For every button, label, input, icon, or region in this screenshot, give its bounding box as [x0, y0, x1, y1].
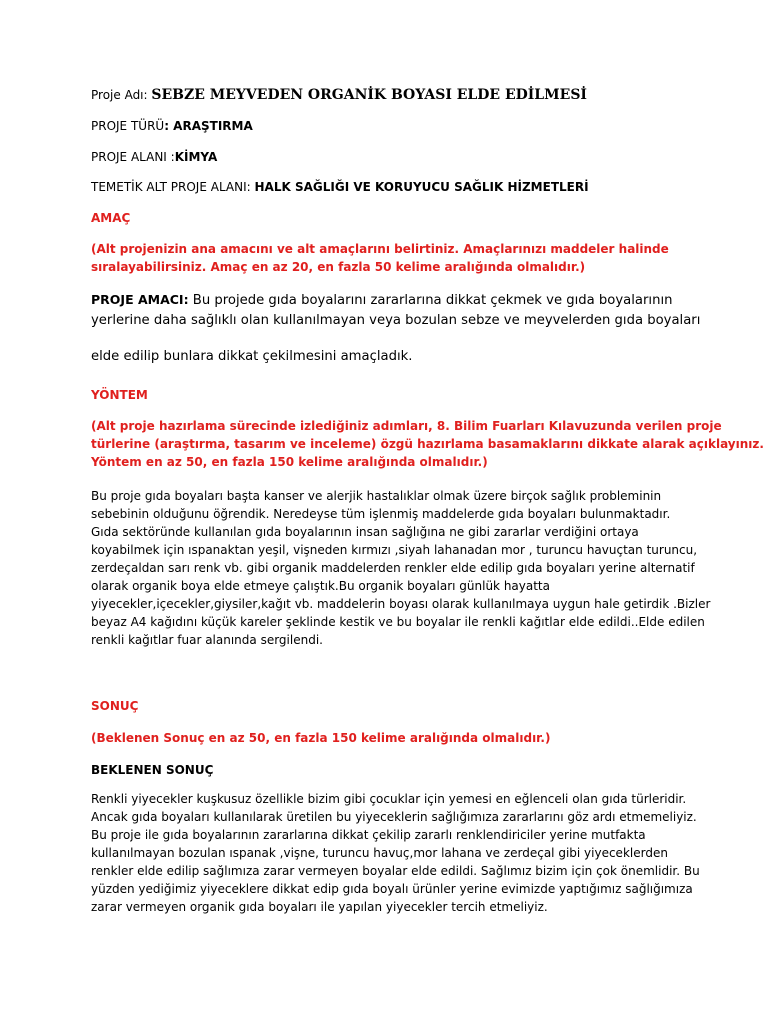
amac-instruction-line: sıralayabilirsiniz. Amaç en az 20, en fazla 50 kelime aralığında olmalıdır.): [91, 260, 586, 274]
project-area-value: KİMYA: [174, 150, 218, 164]
yontem-instruction-line: türlerine (araştırma, tasarım ve inceleme) özgü hazırlama basamaklarını dikkate alarak açıklayınız.: [91, 437, 764, 451]
yontem-body-line: zerdeçaldan sarı renk vb. gibi organik maddelerden renkler elde edilip gıda boyaları yerine alternatif: [91, 561, 695, 575]
yontem-body: [91, 487, 710, 649]
sonuc-body-line: zarar vermeyen organik gıda boyaları ile yapılan yiyecekler tercih etmeliyiz.: [91, 900, 548, 914]
sonuc-heading: SONUÇ: [91, 699, 139, 713]
project-type-label: PROJE TÜRÜ: [91, 119, 165, 133]
yontem-heading: YÖNTEM: [91, 388, 148, 402]
purpose-line: [91, 290, 700, 311]
sonuc-body-line: Renkli yiyecekler kuşkusuz özellikle bizim gibi çocuklar için yemesi en eğlenceli olan gıda türleridir.: [91, 792, 687, 806]
project-area-line: [91, 148, 217, 166]
sonuc-body-line: renkler elde edilip sağlımıza zarar vermeyen boyalar elde edildi. Sağlımız bizim için çok önemlidir. Bu: [91, 864, 700, 878]
amac-heading: AMAÇ: [91, 211, 131, 225]
project-name-value: SEBZE MEYVEDEN ORGANİK BOYASI ELDE EDİLMESİ: [151, 87, 587, 103]
yontem-instruction: [91, 417, 764, 471]
purpose-tail: [91, 347, 412, 367]
expected-result-heading: BEKLENEN SONUÇ: [91, 763, 214, 777]
project-name-label: Proje Adı:: [91, 88, 152, 102]
sonuc-body: [91, 790, 700, 916]
project-area-label: PROJE ALANI :: [91, 150, 175, 164]
sonuc-body-line: Ancak gıda boyaları kullanılarak üretilen bu yiyeceklerin sağlığımıza zararlarını göz ardı etmemeliyiz.: [91, 810, 697, 824]
sonuc-body-line: yüzden yediğimiz yiyeceklere dikkat edip gıda boyalı ürünler yerine evimizde yaptığımız sağlığımıza: [91, 882, 693, 896]
project-type-line: [91, 117, 253, 135]
purpose-line: yerlerine daha sağlıklı olan kullanılmayan veya bozulan sebze ve meyvelerden gıda boyaları: [91, 313, 701, 328]
purpose-label: PROJE AMACI:: [91, 292, 189, 307]
yontem-body-line: Bu proje gıda boyaları başta kanser ve alerjik hastalıklar olmak üzere birçok sağlık probleminin: [91, 489, 662, 503]
yontem-body-line: yiyecekler,içecekler,giysiler,kağıt vb. maddelerin boyası olarak kullanılmaya uygun hale getirdik .Bizler: [91, 597, 711, 611]
yontem-instruction-line: (Alt proje hazırlama sürecinde izlediğiniz adımları, 8. Bilim Fuarları Kılavuzunda verilen proje: [91, 419, 722, 433]
sub-area-line: [91, 178, 589, 196]
sonuc-instruction: (Beklenen Sonuç en az 50, en fazla 150 kelime aralığında olmalıdır.): [91, 731, 551, 745]
purpose-text: Bu projede gıda boyalarını zararlarına dikkat çekmek ve gıda boyalarının: [188, 293, 673, 308]
project-type-value: : ARAŞTIRMA: [164, 119, 253, 133]
yontem-instruction-line: Yöntem en az 50, en fazla 150 kelime aralığında olmalıdır.): [91, 455, 488, 469]
yontem-body-line: beyaz A4 kağıdını küçük kareler şeklinde kestik ve bu boyalar ile renkli kağıtlar elde edildi..Elde edilen: [91, 615, 705, 629]
purpose-line: elde edilip bunlara dikkat çekilmesini amaçladık.: [91, 349, 413, 364]
yontem-body-line: koyabilmek için ıspanaktan yeşil, vişneden kırmızı ,siyah lahanadan mor , turuncu havuçtan turuncu,: [91, 543, 698, 557]
project-purpose: [91, 290, 700, 331]
project-name-line: [91, 86, 587, 104]
yontem-body-line: renkli kağıtlar fuar alanında sergilendi.: [91, 633, 323, 647]
yontem-body-line: sebebinin olduğunu öğrendik. Neredeyse tüm işlenmiş maddelerde gıda boyaları bulunmaktadır.: [91, 507, 671, 521]
sonuc-body-line: Bu proje ile gıda boyalarının zararlarına dikkat çekilip zararlı renklendiriciler yerine mutfakta: [91, 828, 646, 842]
sub-area-label: TEMETİK ALT PROJE ALANI:: [91, 180, 255, 194]
yontem-body-line: Gıda sektöründe kullanılan gıda boyalarının insan sağlığına ne gibi zararlar verdiğini ortaya: [91, 525, 639, 539]
amac-instruction-line: (Alt projenizin ana amacını ve alt amaçlarını belirtiniz. Amaçlarınızı maddeler halinde: [91, 242, 669, 256]
sub-area-value: HALK SAĞLIĞI VE KORUYUCU SAĞLIK HİZMETLERİ: [254, 180, 589, 194]
yontem-body-line: olarak organik boya elde etmeye çalıştık.Bu organik boyaları günlük hayatta: [91, 579, 550, 593]
amac-instruction: [91, 240, 669, 276]
sonuc-body-line: kullanılmayan bozulan ıspanak ,vişne, turuncu havuç,mor lahana ve zerdeçal gibi yiyeceklerden: [91, 846, 668, 860]
